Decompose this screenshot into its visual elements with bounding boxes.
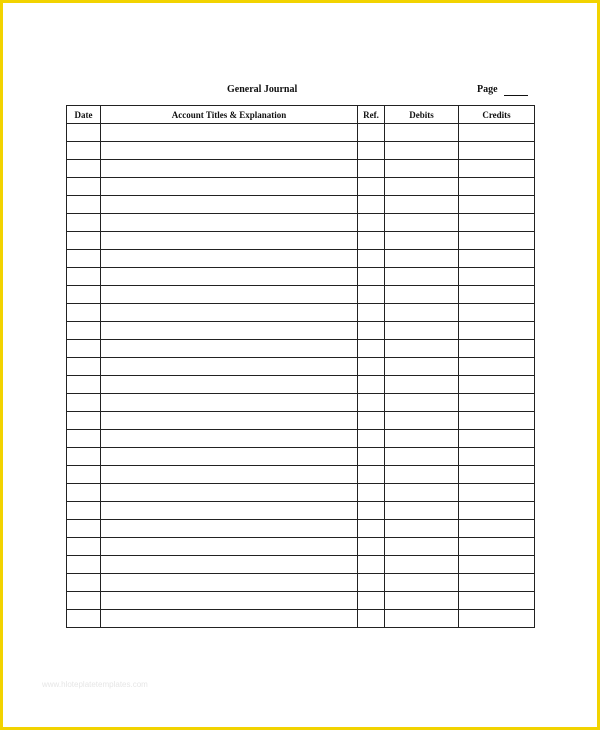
table-row <box>67 232 535 250</box>
table-row <box>67 304 535 322</box>
account-cell[interactable] <box>101 142 358 160</box>
table-row <box>67 196 535 214</box>
account-cell[interactable] <box>101 178 358 196</box>
table-row <box>67 484 535 502</box>
account-cell[interactable] <box>101 430 358 448</box>
credit-cell[interactable] <box>459 520 535 538</box>
debit-cell[interactable] <box>385 124 459 142</box>
account-cell[interactable] <box>101 412 358 430</box>
credit-cell[interactable] <box>459 124 535 142</box>
debit-cell[interactable] <box>385 268 459 286</box>
ref-cell[interactable] <box>358 268 385 286</box>
debit-cell[interactable] <box>385 340 459 358</box>
debit-cell[interactable] <box>385 448 459 466</box>
date-cell[interactable] <box>67 250 101 268</box>
debit-cell[interactable] <box>385 520 459 538</box>
table-row <box>67 178 535 196</box>
ref-cell[interactable] <box>358 466 385 484</box>
account-cell[interactable] <box>101 214 358 232</box>
table-row <box>67 556 535 574</box>
credit-cell[interactable] <box>459 178 535 196</box>
account-cell[interactable] <box>101 160 358 178</box>
ref-cell[interactable] <box>358 610 385 628</box>
credit-cell[interactable] <box>459 358 535 376</box>
date-cell[interactable] <box>67 502 101 520</box>
account-cell[interactable] <box>101 538 358 556</box>
date-cell[interactable] <box>67 286 101 304</box>
ref-cell[interactable] <box>358 124 385 142</box>
date-cell[interactable] <box>67 466 101 484</box>
account-cell[interactable] <box>101 322 358 340</box>
table-header-row <box>67 106 535 124</box>
debit-cell[interactable] <box>385 250 459 268</box>
column-header-debits: Debits <box>385 106 459 124</box>
debit-cell[interactable] <box>385 286 459 304</box>
account-cell[interactable] <box>101 376 358 394</box>
account-cell[interactable] <box>101 574 358 592</box>
date-cell[interactable] <box>67 358 101 376</box>
credit-cell[interactable] <box>459 574 535 592</box>
ref-cell[interactable] <box>358 394 385 412</box>
credit-cell[interactable] <box>459 466 535 484</box>
date-cell[interactable] <box>67 304 101 322</box>
credit-cell[interactable] <box>459 340 535 358</box>
debit-cell[interactable] <box>385 178 459 196</box>
debit-cell[interactable] <box>385 214 459 232</box>
date-cell[interactable] <box>67 430 101 448</box>
date-cell[interactable] <box>67 160 101 178</box>
table-row <box>67 520 535 538</box>
account-cell[interactable] <box>101 250 358 268</box>
account-cell[interactable] <box>101 466 358 484</box>
ref-cell[interactable] <box>358 250 385 268</box>
table-row <box>67 412 535 430</box>
column-header-date: Date <box>67 106 101 124</box>
account-cell[interactable] <box>101 448 358 466</box>
ref-cell[interactable] <box>358 412 385 430</box>
credit-cell[interactable] <box>459 304 535 322</box>
date-cell[interactable] <box>67 394 101 412</box>
account-cell[interactable] <box>101 502 358 520</box>
credit-cell[interactable] <box>459 556 535 574</box>
debit-cell[interactable] <box>385 610 459 628</box>
account-cell[interactable] <box>101 484 358 502</box>
account-cell[interactable] <box>101 286 358 304</box>
ref-cell[interactable] <box>358 286 385 304</box>
ref-cell[interactable] <box>358 196 385 214</box>
table-row <box>67 574 535 592</box>
ref-cell[interactable] <box>358 160 385 178</box>
debit-cell[interactable] <box>385 556 459 574</box>
debit-cell[interactable] <box>385 304 459 322</box>
table-row <box>67 502 535 520</box>
journal-table <box>66 105 535 628</box>
credit-cell[interactable] <box>459 430 535 448</box>
journal-body <box>67 124 535 628</box>
account-cell[interactable] <box>101 196 358 214</box>
ref-cell[interactable] <box>358 574 385 592</box>
table-row <box>67 268 535 286</box>
page-number-blank <box>504 95 528 96</box>
table-row <box>67 466 535 484</box>
ref-cell[interactable] <box>358 340 385 358</box>
ref-cell[interactable] <box>358 322 385 340</box>
account-cell[interactable] <box>101 340 358 358</box>
credit-cell[interactable] <box>459 196 535 214</box>
ref-cell[interactable] <box>358 520 385 538</box>
date-cell[interactable] <box>67 340 101 358</box>
date-cell[interactable] <box>67 178 101 196</box>
date-cell[interactable] <box>67 322 101 340</box>
account-cell[interactable] <box>101 304 358 322</box>
credit-cell[interactable] <box>459 502 535 520</box>
date-cell[interactable] <box>67 448 101 466</box>
credit-cell[interactable] <box>459 394 535 412</box>
credit-cell[interactable] <box>459 286 535 304</box>
date-cell[interactable] <box>67 142 101 160</box>
account-cell[interactable] <box>101 358 358 376</box>
ref-cell[interactable] <box>358 142 385 160</box>
account-cell[interactable] <box>101 124 358 142</box>
credit-cell[interactable] <box>459 484 535 502</box>
debit-cell[interactable] <box>385 484 459 502</box>
ref-cell[interactable] <box>358 304 385 322</box>
date-cell[interactable] <box>67 592 101 610</box>
date-cell[interactable] <box>67 196 101 214</box>
credit-cell[interactable] <box>459 412 535 430</box>
ref-cell[interactable] <box>358 358 385 376</box>
table-row <box>67 340 535 358</box>
table-row <box>67 142 535 160</box>
debit-cell[interactable] <box>385 592 459 610</box>
watermark-text: www.hloteplatetemplates.com <box>42 680 148 689</box>
debit-cell[interactable] <box>385 574 459 592</box>
table-row <box>67 124 535 142</box>
credit-cell[interactable] <box>459 538 535 556</box>
journal-title: General Journal <box>227 84 298 95</box>
debit-cell[interactable] <box>385 538 459 556</box>
credit-cell[interactable] <box>459 250 535 268</box>
account-cell[interactable] <box>101 268 358 286</box>
date-cell[interactable] <box>67 268 101 286</box>
debit-cell[interactable] <box>385 466 459 484</box>
debit-cell[interactable] <box>385 394 459 412</box>
debit-cell[interactable] <box>385 430 459 448</box>
date-cell[interactable] <box>67 232 101 250</box>
debit-cell[interactable] <box>385 502 459 520</box>
ref-cell[interactable] <box>358 430 385 448</box>
date-cell[interactable] <box>67 610 101 628</box>
table-row <box>67 358 535 376</box>
table-row <box>67 448 535 466</box>
ref-cell[interactable] <box>358 556 385 574</box>
ref-cell[interactable] <box>358 448 385 466</box>
credit-cell[interactable] <box>459 376 535 394</box>
credit-cell[interactable] <box>459 232 535 250</box>
table-row <box>67 214 535 232</box>
ref-cell[interactable] <box>358 178 385 196</box>
ref-cell[interactable] <box>358 376 385 394</box>
column-header-credits: Credits <box>459 106 535 124</box>
debit-cell[interactable] <box>385 232 459 250</box>
date-cell[interactable] <box>67 556 101 574</box>
ref-cell[interactable] <box>358 592 385 610</box>
date-cell[interactable] <box>67 412 101 430</box>
credit-cell[interactable] <box>459 592 535 610</box>
table-row <box>67 394 535 412</box>
debit-cell[interactable] <box>385 142 459 160</box>
table-row <box>67 322 535 340</box>
page-number-label: Page <box>477 84 498 95</box>
account-cell[interactable] <box>101 232 358 250</box>
credit-cell[interactable] <box>459 214 535 232</box>
ref-cell[interactable] <box>358 232 385 250</box>
table-row <box>67 610 535 628</box>
account-cell[interactable] <box>101 610 358 628</box>
debit-cell[interactable] <box>385 376 459 394</box>
date-cell[interactable] <box>67 124 101 142</box>
account-cell[interactable] <box>101 394 358 412</box>
table-row <box>67 286 535 304</box>
debit-cell[interactable] <box>385 412 459 430</box>
account-cell[interactable] <box>101 592 358 610</box>
table-row <box>67 538 535 556</box>
account-cell[interactable] <box>101 556 358 574</box>
account-cell[interactable] <box>101 520 358 538</box>
credit-cell[interactable] <box>459 448 535 466</box>
date-cell[interactable] <box>67 214 101 232</box>
table-row <box>67 592 535 610</box>
ref-cell[interactable] <box>358 502 385 520</box>
column-header-account: Account Titles & Explanation <box>101 106 358 124</box>
credit-cell[interactable] <box>459 322 535 340</box>
date-cell[interactable] <box>67 538 101 556</box>
table-row <box>67 250 535 268</box>
credit-cell[interactable] <box>459 160 535 178</box>
date-cell[interactable] <box>67 376 101 394</box>
ref-cell[interactable] <box>358 538 385 556</box>
date-cell[interactable] <box>67 484 101 502</box>
ref-cell[interactable] <box>358 484 385 502</box>
date-cell[interactable] <box>67 520 101 538</box>
table-row <box>67 376 535 394</box>
credit-cell[interactable] <box>459 610 535 628</box>
date-cell[interactable] <box>67 574 101 592</box>
table-row <box>67 160 535 178</box>
credit-cell[interactable] <box>459 268 535 286</box>
credit-cell[interactable] <box>459 142 535 160</box>
ref-cell[interactable] <box>358 214 385 232</box>
column-header-ref: Ref. <box>358 106 385 124</box>
table-row <box>67 430 535 448</box>
debit-cell[interactable] <box>385 358 459 376</box>
debit-cell[interactable] <box>385 196 459 214</box>
debit-cell[interactable] <box>385 322 459 340</box>
debit-cell[interactable] <box>385 160 459 178</box>
